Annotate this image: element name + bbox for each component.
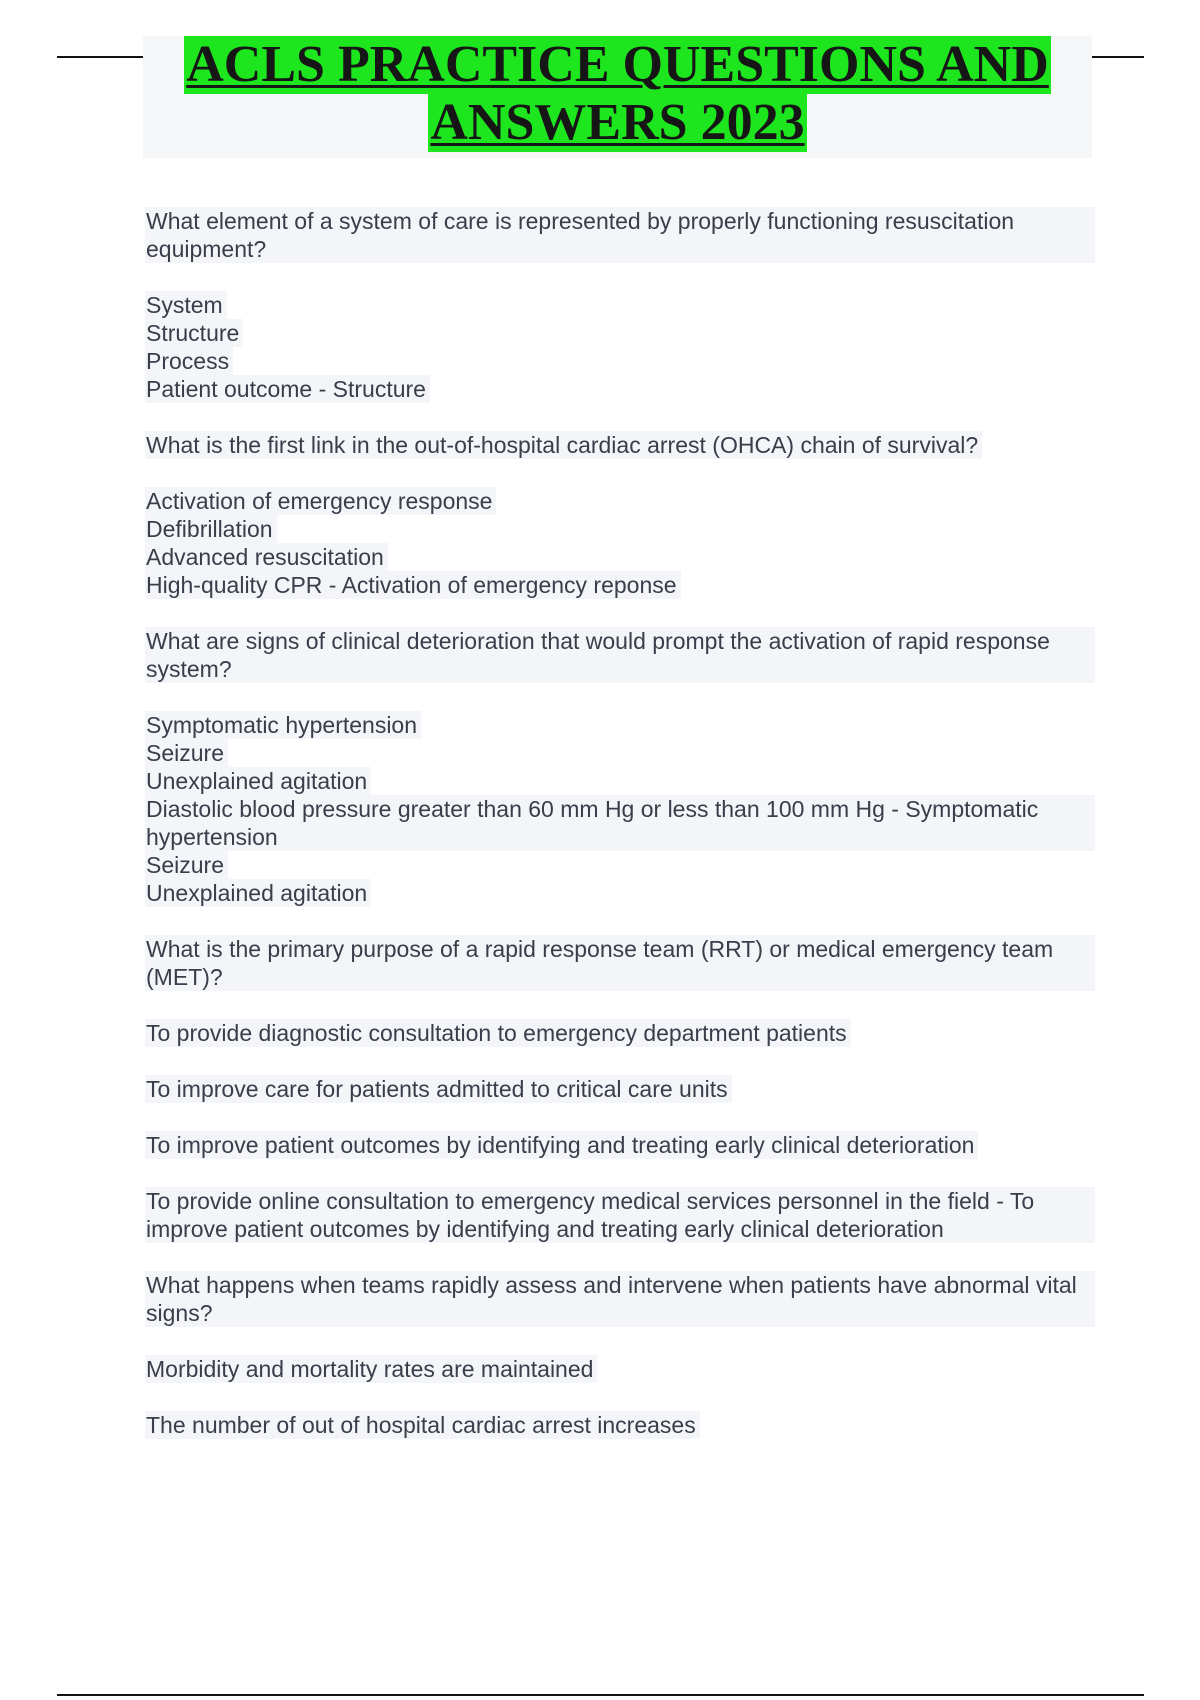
question-text: What element of a system of care is represented by properly functioning resuscitation equipment?	[145, 207, 1095, 263]
option-3	[145, 1131, 1095, 1159]
question-text: What is the primary purpose of a rapid response team (RRT) or medical emergency team (MET)?	[145, 935, 1095, 991]
question-text: What are signs of clinical deterioration that would prompt the activation of rapid response system?	[145, 627, 1095, 683]
answer-line: Process	[145, 347, 233, 375]
bottom-rule	[57, 1694, 1144, 1696]
option-text: To provide online consultation to emergency medical services personnel in the field - To improve patient outcomes by identifying and treating early clinical deterioration	[145, 1187, 1095, 1243]
answer-line: High-quality CPR - Activation of emergency reponse	[145, 571, 681, 599]
answer-line: Seizure	[145, 851, 228, 879]
question-1	[145, 207, 1095, 263]
option-2	[145, 1411, 1095, 1439]
answer-line: Activation of emergency response	[145, 487, 496, 515]
answer-line: Patient outcome - Structure	[145, 375, 430, 403]
option-1	[145, 1355, 1095, 1383]
option-text: Morbidity and mortality rates are maintained	[145, 1355, 597, 1383]
answer-line: Seizure	[145, 739, 228, 767]
answer-line: Defibrillation	[145, 515, 277, 543]
question-5	[145, 1271, 1095, 1327]
option-4	[145, 1187, 1095, 1243]
option-text: To improve care for patients admitted to critical care units	[145, 1075, 732, 1103]
answer-line: Unexplained agitation	[145, 767, 371, 795]
document-body	[145, 207, 1095, 1467]
document-title-line-2: ANSWERS 2023	[430, 94, 805, 151]
answer-block-2	[145, 487, 1095, 599]
question-4	[145, 935, 1095, 991]
document-title-line-1: ACLS PRACTICE QUESTIONS AND	[186, 36, 1049, 93]
answer-line: Diastolic blood pressure greater than 60 mm Hg or less than 100 mm Hg - Symptomatic hypertension	[145, 795, 1095, 851]
question-3	[145, 627, 1095, 683]
answer-block-1	[145, 291, 1095, 403]
question-2	[145, 431, 1095, 459]
option-1	[145, 1019, 1095, 1047]
option-2	[145, 1075, 1095, 1103]
question-text: What is the first link in the out-of-hospital cardiac arrest (OHCA) chain of survival?	[145, 431, 982, 459]
answer-line: Advanced resuscitation	[145, 543, 388, 571]
option-text: The number of out of hospital cardiac arrest increases	[145, 1411, 700, 1439]
option-text: To improve patient outcomes by identifying and treating early clinical deterioration	[145, 1131, 978, 1159]
answer-line: Unexplained agitation	[145, 879, 371, 907]
top-rule-left	[57, 56, 143, 58]
title-banner	[143, 36, 1092, 158]
answer-line: System	[145, 291, 227, 319]
question-text: What happens when teams rapidly assess and intervene when patients have abnormal vital signs?	[145, 1271, 1095, 1327]
top-rule-right	[1092, 56, 1144, 58]
answer-line: Symptomatic hypertension	[145, 711, 421, 739]
option-text: To provide diagnostic consultation to emergency department patients	[145, 1019, 851, 1047]
answer-block-3	[145, 711, 1095, 907]
answer-line: Structure	[145, 319, 243, 347]
